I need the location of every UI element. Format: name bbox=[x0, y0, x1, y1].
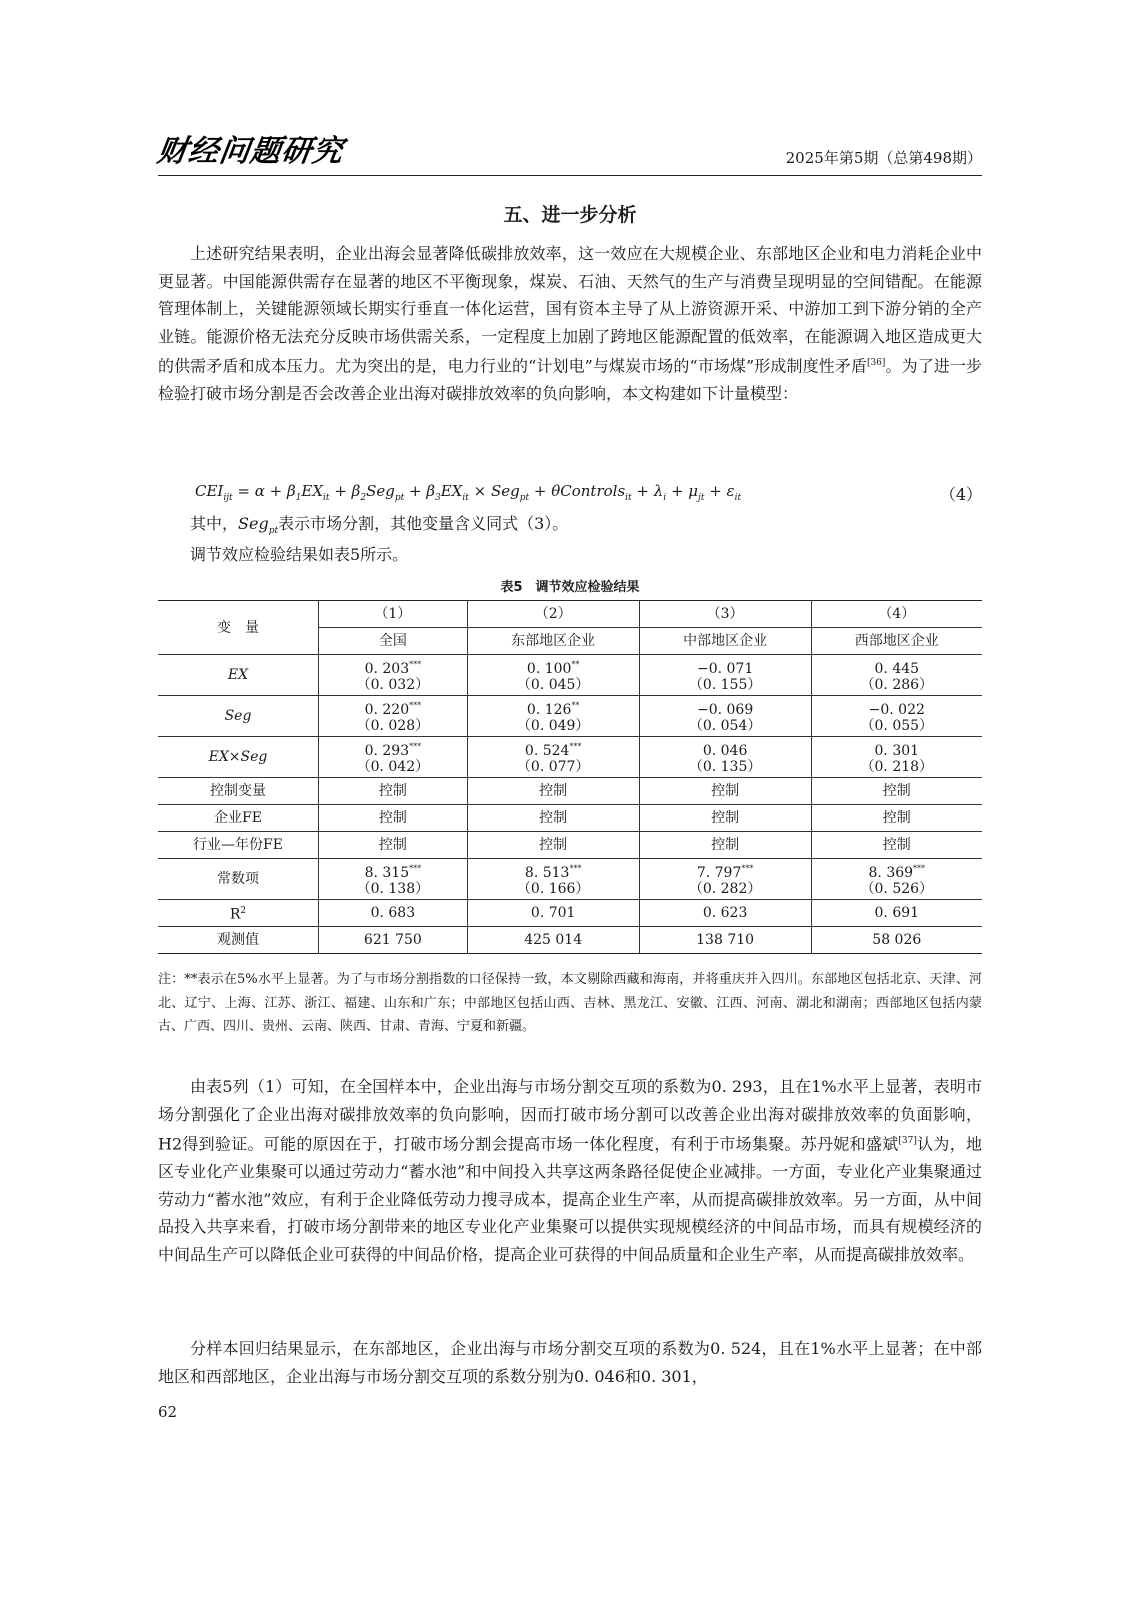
table-row bbox=[158, 805, 982, 832]
coef: 0. 445 bbox=[874, 661, 920, 677]
eq-sub: 3 bbox=[435, 493, 441, 503]
eq-term: + λ bbox=[631, 482, 664, 500]
row-label: 控制变量 bbox=[158, 778, 319, 805]
std-error: （0. 282） bbox=[688, 881, 762, 897]
eq-term: = α + β bbox=[232, 482, 296, 500]
table-cell bbox=[467, 655, 639, 696]
citation-37: [37] bbox=[898, 1136, 917, 1147]
col-number: （4） bbox=[811, 601, 982, 628]
equation-number: （4） bbox=[939, 485, 982, 504]
table-row bbox=[158, 927, 982, 954]
table-cell: 控制 bbox=[319, 805, 468, 832]
regression-table bbox=[158, 600, 982, 954]
significance-stars: *** bbox=[409, 742, 422, 751]
table-cell: 0. 623 bbox=[639, 900, 811, 927]
eq-sub: pt bbox=[519, 493, 530, 503]
coef: 8. 369 bbox=[868, 865, 914, 881]
eq-term: + ε bbox=[704, 482, 735, 500]
coef: 0. 220 bbox=[364, 702, 410, 718]
col-number: （1） bbox=[319, 601, 468, 628]
significance-stars: *** bbox=[913, 864, 926, 873]
std-error: （0. 032） bbox=[356, 677, 430, 693]
coef: 0. 100 bbox=[526, 661, 572, 677]
coef: 0. 046 bbox=[702, 743, 748, 759]
table-cell bbox=[811, 696, 982, 737]
where-var: Seg bbox=[238, 514, 269, 533]
std-error: （0. 526） bbox=[860, 881, 934, 897]
std-error: （0. 286） bbox=[860, 677, 934, 693]
std-error: （0. 077） bbox=[516, 759, 590, 775]
std-error: （0. 138） bbox=[356, 881, 430, 897]
table-cell: 58 026 bbox=[811, 927, 982, 954]
table-cell: 425 014 bbox=[467, 927, 639, 954]
equation-4 bbox=[195, 482, 982, 508]
where-suffix: 表示市场分割，其他变量含义同式（3）。 bbox=[278, 514, 569, 533]
where-var-sub: pt bbox=[268, 526, 279, 537]
significance-stars: *** bbox=[409, 660, 422, 669]
paragraph-2-head: 由表5列（1）可知，在全国样本中，企业出海与市场分割交互项的系数为0. 293，且在1%水平上显著，表明市场分割强化了企业出海对碳排放效率的负向影响，因而打破市场分割可以改善企业出海对碳排放效率的负面影响，H2得到验证。可能的原因在于，打破市场分割会提高市场一体化程度，有利于市场集聚。苏丹妮和盛斌 bbox=[158, 1077, 982, 1154]
table-cell: 控制 bbox=[467, 805, 639, 832]
eq-term: EX bbox=[301, 482, 324, 500]
row-label: EX×Seg bbox=[158, 737, 319, 778]
eq-sub: 1 bbox=[295, 493, 302, 503]
variable-definition bbox=[190, 511, 568, 536]
table-row bbox=[158, 655, 982, 696]
coef: −0. 071 bbox=[696, 661, 754, 677]
table-row bbox=[158, 859, 982, 900]
eq-sub: it bbox=[462, 493, 469, 503]
table-title: 表5 调节效应检验结果 bbox=[500, 580, 640, 595]
table-cell: 控制 bbox=[319, 778, 468, 805]
table-cell bbox=[467, 737, 639, 778]
eq-term: + μ bbox=[666, 482, 699, 500]
std-error: （0. 028） bbox=[356, 718, 430, 734]
table-cell: 控制 bbox=[639, 805, 811, 832]
table-row bbox=[158, 778, 982, 805]
table-cell bbox=[319, 696, 468, 737]
col-group: 西部地区企业 bbox=[811, 628, 982, 655]
table-header-row bbox=[158, 601, 982, 628]
table-cell: 控制 bbox=[467, 832, 639, 859]
coef: 0. 301 bbox=[874, 743, 920, 759]
table-cell: 0. 683 bbox=[319, 900, 468, 927]
section-title: 五、进一步分析 bbox=[503, 204, 637, 226]
significance-stars: ** bbox=[571, 701, 580, 710]
paragraph-2 bbox=[158, 1073, 982, 1268]
citation-36: [36] bbox=[866, 358, 886, 369]
eq-term: + β bbox=[329, 482, 361, 500]
significance-stars: *** bbox=[741, 864, 754, 873]
eq-term: + β bbox=[404, 482, 435, 500]
std-error: （0. 049） bbox=[516, 718, 590, 734]
table-cell: 控制 bbox=[811, 832, 982, 859]
paragraph-1-text: 上述研究结果表明，企业出海会显著降低碳排放效率，这一效应在大规模企业、东部地区企业和电力消耗企业中更显著。中国能源供需存在显著的地区不平衡现象，煤炭、石油、天然气的生产与消费呈现明显的空间错配。在能源管理体制上，关键能源领域长期实行垂直一体化运营，国有资本主导了从上游资源开采、中游加工到下游分销的全产业链。能源价格无法充分反映市场供需关系，一定程度上加剧了跨地区能源配置的低效率，在能源调入地区造成更大的供需矛盾和成本压力。尤为突出的是，电力行业的“计划电”与煤炭市场的“市场煤”形成制度性矛盾 bbox=[158, 244, 982, 376]
table-cell bbox=[319, 859, 468, 900]
table-cell: 138 710 bbox=[639, 927, 811, 954]
table-cell: 控制 bbox=[639, 778, 811, 805]
col-group: 东部地区企业 bbox=[467, 628, 639, 655]
row-label: 常数项 bbox=[158, 859, 319, 900]
std-error: （0. 155） bbox=[688, 677, 762, 693]
col-group: 全国 bbox=[319, 628, 468, 655]
table-cell bbox=[319, 737, 468, 778]
r2-sup: 2 bbox=[240, 906, 247, 917]
table-cell bbox=[639, 696, 811, 737]
table-cell: 621 750 bbox=[319, 927, 468, 954]
significance-stars: *** bbox=[569, 742, 582, 751]
significance-stars: *** bbox=[569, 864, 582, 873]
eq-term: + θControls bbox=[529, 482, 626, 500]
eq-sub: 2 bbox=[360, 493, 367, 503]
table-cell: 控制 bbox=[811, 778, 982, 805]
var-header: 变 量 bbox=[217, 619, 259, 636]
paragraph-3: 分样本回归结果显示，在东部地区，企业出海与市场分割交互项的系数为0. 524，且在1%水平上显著；在中部地区和西部地区，企业出海与市场分割交互项的系数分别为0. 046和0. 301， bbox=[158, 1339, 982, 1386]
paragraph-1 bbox=[158, 240, 982, 408]
eq-sub: pt bbox=[394, 493, 405, 503]
table-cell bbox=[467, 859, 639, 900]
std-error: （0. 055） bbox=[860, 718, 934, 734]
table-cell: 控制 bbox=[319, 832, 468, 859]
issue-label: 2025年第5期（总第498期） bbox=[785, 149, 982, 167]
running-header bbox=[155, 133, 982, 176]
eq-term: EX bbox=[440, 482, 463, 500]
eq-term: Seg bbox=[366, 482, 395, 500]
table-cell bbox=[811, 737, 982, 778]
table-cell bbox=[811, 859, 982, 900]
eq-term: × Seg bbox=[468, 482, 520, 500]
table-cell: 0. 691 bbox=[811, 900, 982, 927]
row-label: 观测值 bbox=[158, 927, 319, 954]
coef: 7. 797 bbox=[696, 865, 742, 881]
table-cell bbox=[639, 859, 811, 900]
col-number: （3） bbox=[639, 601, 811, 628]
coef: −0. 069 bbox=[696, 702, 754, 718]
std-error: （0. 166） bbox=[516, 881, 590, 897]
row-label bbox=[158, 900, 319, 927]
coef: 0. 203 bbox=[364, 661, 410, 677]
col-group: 中部地区企业 bbox=[639, 628, 811, 655]
significance-stars: *** bbox=[409, 701, 422, 710]
eq-sub: i bbox=[663, 493, 667, 503]
table-row bbox=[158, 696, 982, 737]
coef: 0. 524 bbox=[524, 743, 570, 759]
table-cell bbox=[639, 655, 811, 696]
eq-sub: ijt bbox=[223, 493, 233, 503]
table-cell: 0. 701 bbox=[467, 900, 639, 927]
eq-sub: jt bbox=[698, 493, 705, 503]
significance-stars: ** bbox=[571, 660, 580, 669]
results-intro: 调节效应检验结果如表5所示。 bbox=[190, 545, 409, 564]
std-error: （0. 045） bbox=[516, 677, 590, 693]
table-cell: 控制 bbox=[467, 778, 639, 805]
eq-sub: it bbox=[323, 493, 330, 503]
page-number: 62 bbox=[158, 1403, 178, 1421]
coef: 8. 513 bbox=[524, 865, 570, 881]
table-row bbox=[158, 900, 982, 927]
std-error: （0. 218） bbox=[860, 759, 934, 775]
table-cell: 控制 bbox=[811, 805, 982, 832]
coef: −0. 022 bbox=[868, 702, 925, 718]
journal-logo: 财经问题研究 bbox=[155, 134, 346, 169]
coef: 8. 315 bbox=[364, 865, 410, 881]
where-prefix: 其中， bbox=[190, 514, 239, 533]
table-cell: 控制 bbox=[639, 832, 811, 859]
row-label: Seg bbox=[158, 696, 319, 737]
significance-stars: *** bbox=[409, 864, 422, 873]
table-cell bbox=[467, 696, 639, 737]
std-error: （0. 135） bbox=[688, 759, 762, 775]
table-row bbox=[158, 832, 982, 859]
table-row bbox=[158, 737, 982, 778]
table-cell bbox=[639, 737, 811, 778]
r2-label: R bbox=[229, 906, 241, 923]
coef: 0. 126 bbox=[526, 702, 572, 718]
table-cell bbox=[811, 655, 982, 696]
std-error: （0. 054） bbox=[688, 718, 762, 734]
coef: 0. 293 bbox=[364, 743, 410, 759]
col-number: （2） bbox=[467, 601, 639, 628]
eq-sub: it bbox=[734, 493, 742, 503]
eq-sub: it bbox=[625, 493, 632, 503]
row-label: EX bbox=[158, 655, 319, 696]
row-label: 行业—年份FE bbox=[158, 832, 319, 859]
paragraph-1-tail: 。为了进一步检验打破市场分割是否会改善企业出海对碳排放效率的负向影响，本文构建如下计量模型： bbox=[158, 356, 982, 404]
table-cell bbox=[319, 655, 468, 696]
eq-term: CEI bbox=[195, 482, 224, 500]
table-note: 注：**表示在5%水平上显著。为了与市场分割指数的口径保持一致，本文剔除西藏和海南，并将重庆并入四川。东部地区包括北京、天津、河北、辽宁、上海、江苏、浙江、福建、山东和广东；中部地区包括山西、吉林、黑龙江、安徽、江西、河南、湖北和湖南；西部地区包括内蒙古、广西、四川、贵州、云南、陕西、甘肃、青海、宁夏和新疆。 bbox=[158, 972, 982, 1034]
row-label: 企业FE bbox=[158, 805, 319, 832]
std-error: （0. 042） bbox=[356, 759, 430, 775]
paragraph-2-tail: 认为，地区专业化产业集聚可以通过劳动力“蓄水池”和中间投入共享这两条路径促使企业减排。一方面，专业化产业集聚通过劳动力“蓄水池”效应，有利于企业降低劳动力搜寻成本，提高企业生产率，从而提高碳排放效率。另一方面，从中间品投入共享来看，打破市场分割带来的地区专业化产业集聚可以提供实现规模经济的中间品市场，而具有规模经济的中间品生产可以降低企业可获得的中间品价格，提高企业可获得的中间品质量和企业生产率，从而提高碳排放效率。 bbox=[158, 1134, 982, 1264]
